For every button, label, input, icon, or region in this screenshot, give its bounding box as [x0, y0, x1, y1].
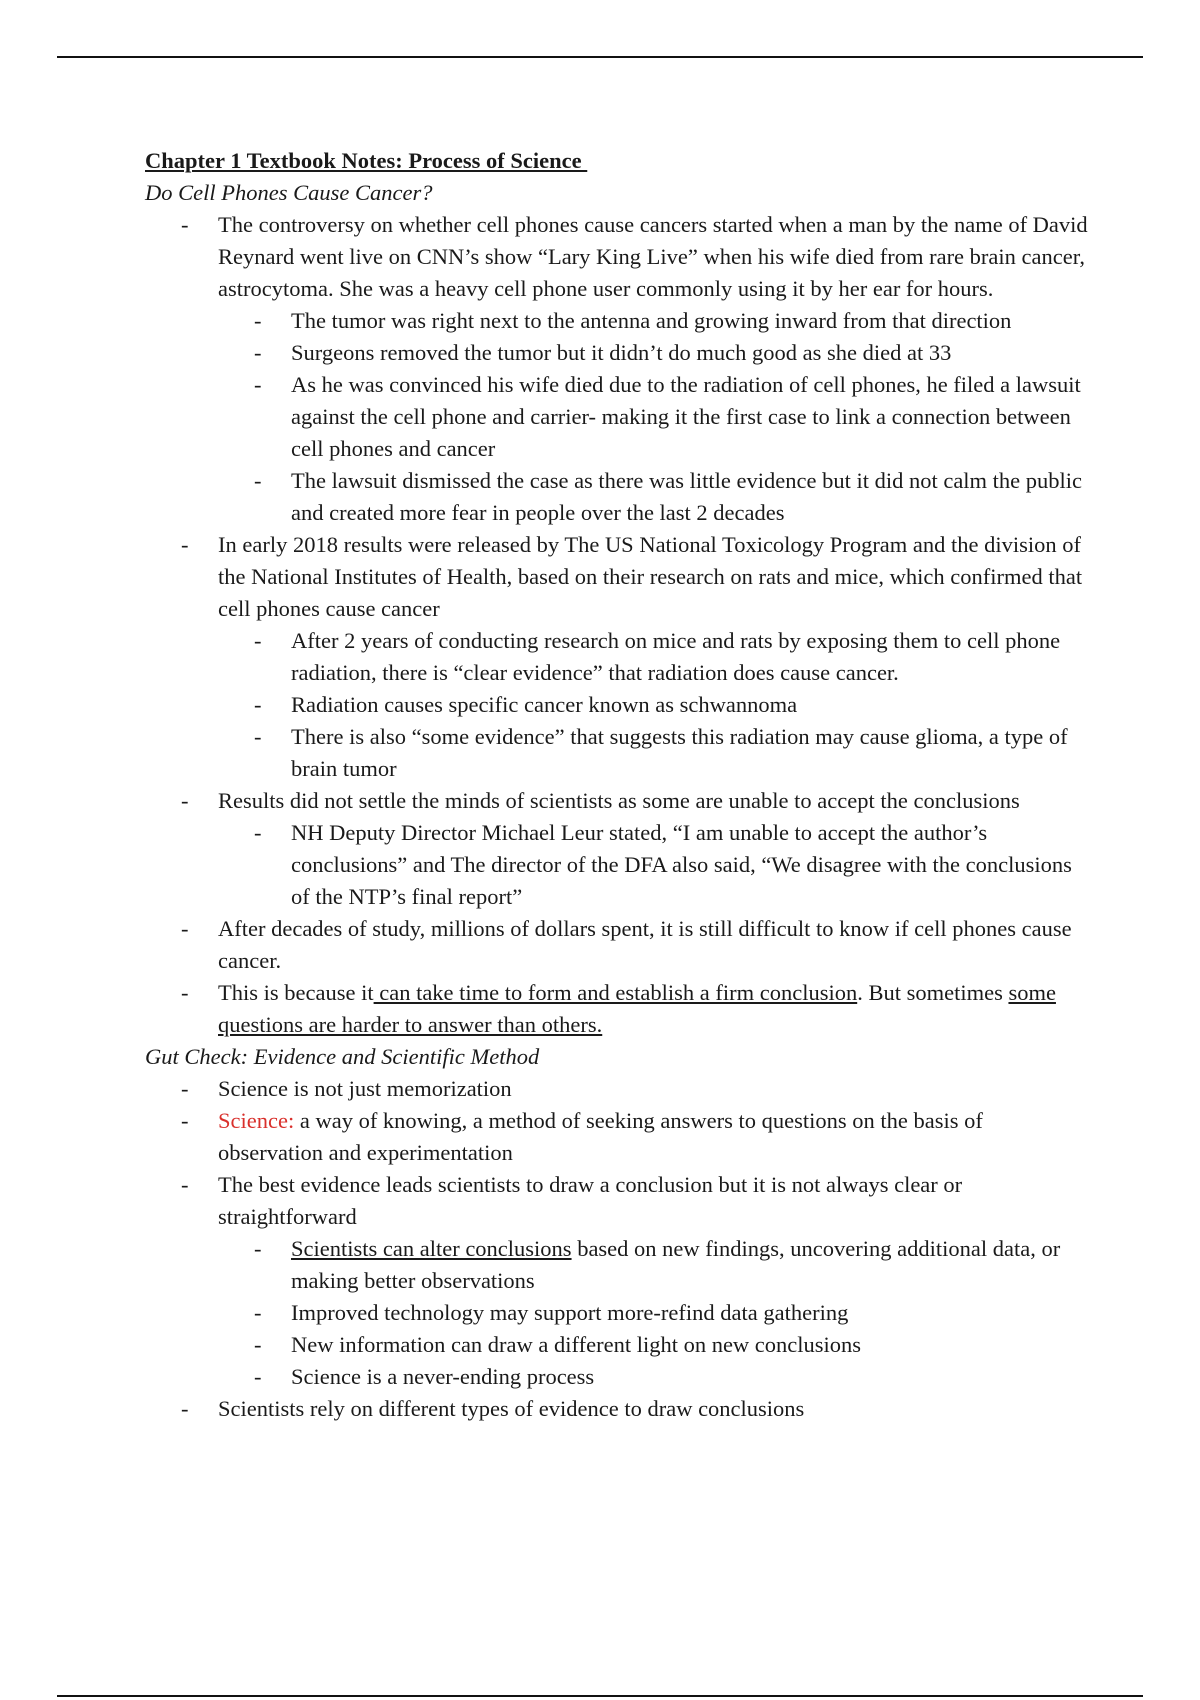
sub-list-item-text: As he was convinced his wife died due to the radiation of cell phones, he filed a lawsuit against the cell phone and carrier- making it the first case to link a connection between cell phones and cancer: [291, 372, 1081, 461]
bullet-dash: -: [254, 372, 262, 397]
sub-list-item-text: Radiation causes specific cancer known as schwannoma: [291, 692, 798, 717]
list-item: [145, 1169, 1090, 1393]
underlined-phrase: some questions are harder to answer than others.: [218, 980, 1056, 1037]
sub-list-item-text: New information can draw a different light on new conclusions: [291, 1332, 862, 1357]
definition-text: a way of knowing, a method of seeking answers to questions on the basis of observation and experimentation: [218, 1108, 983, 1165]
bullet-dash: -: [254, 340, 262, 365]
list-item-text: Science is not just memorization: [218, 1076, 512, 1101]
list-item: [145, 209, 1090, 529]
sub-list-item: [218, 1361, 1090, 1393]
footer-rule: [57, 1695, 1143, 1697]
sub-list: [145, 817, 1090, 913]
bullet-dash: -: [254, 1364, 262, 1389]
list-item-text-middle: . But sometimes: [857, 980, 1009, 1005]
bullet-dash: -: [181, 1108, 189, 1133]
sub-list-item: [218, 1329, 1090, 1361]
list-item: [145, 529, 1090, 785]
underlined-phrase: Scientists can alter conclusions: [291, 1236, 572, 1261]
page-title: Chapter 1 Textbook Notes: Process of Science: [145, 148, 588, 173]
bullet-dash: -: [181, 788, 189, 813]
list-item-text: Scientists rely on different types of evidence to draw conclusions: [218, 1396, 805, 1421]
list-item-text: The best evidence leads scientists to draw a conclusion but it is not always clear or straightforward: [218, 1172, 963, 1229]
header-rule: [57, 56, 1143, 58]
bullet-dash: -: [254, 308, 262, 333]
sub-list-item: [218, 1233, 1090, 1297]
list-item: [145, 1073, 1090, 1105]
bullet-dash: -: [181, 916, 189, 941]
list-item-text: Results did not settle the minds of scientists as some are unable to accept the conclusions: [218, 788, 1020, 813]
section-list-cell-phones: [145, 209, 1090, 1041]
sub-list: [145, 1233, 1090, 1393]
sub-list-item-text: Science is a never-ending process: [291, 1364, 595, 1389]
list-item: [145, 1105, 1090, 1169]
sub-list-item: [218, 465, 1090, 529]
list-item: [145, 977, 1090, 1041]
bullet-dash: -: [254, 468, 262, 493]
sub-list-item-text: After 2 years of conducting research on mice and rats by exposing them to cell phone radiation, there is “clear evidence” that radiation does cause cancer.: [291, 628, 1061, 685]
sub-list-item: [218, 721, 1090, 785]
bullet-dash: -: [181, 212, 189, 237]
sub-list-item-text: There is also “some evidence” that suggests this radiation may cause glioma, a type of brain tumor: [291, 724, 1068, 781]
sub-list-item: [218, 305, 1090, 337]
section-heading-gut-check: Gut Check: Evidence and Scientific Method: [145, 1044, 540, 1069]
sub-list-item-text: NH Deputy Director Michael Leur stated, “I am unable to accept the author’s conclusions” and The director of the DFA also said, “We disagree with the conclusions of the NTP’s final report”: [291, 820, 1072, 909]
list-item: [145, 913, 1090, 977]
sub-list-item: [218, 689, 1090, 721]
bullet-dash: -: [254, 628, 262, 653]
sub-list-item-text: Surgeons removed the tumor but it didn’t do much good as she died at 33: [291, 340, 952, 365]
sub-list-item-text: Improved technology may support more-refind data gathering: [291, 1300, 849, 1325]
bullet-dash: -: [254, 1300, 262, 1325]
bullet-dash: -: [181, 532, 189, 557]
list-item-text: The controversy on whether cell phones cause cancers started when a man by the name of David Reynard went live on CNN’s show “Lary King Live” when his wife died from rare brain cancer, astrocytoma. She was a heavy cell phone user commonly using it by her ear for hours.: [218, 212, 1088, 301]
sub-list-item-text: The tumor was right next to the antenna and growing inward from that direction: [291, 308, 1012, 333]
section-list-gut-check: [145, 1073, 1090, 1425]
sub-list-item-text: The lawsuit dismissed the case as there was little evidence but it did not calm the public and created more fear in people over the last 2 decades: [291, 468, 1083, 525]
bullet-dash: -: [254, 820, 262, 845]
list-item: [145, 1393, 1090, 1425]
list-item-text-lead: This is because it: [218, 980, 374, 1005]
bullet-dash: -: [254, 692, 262, 717]
definition-term: Science:: [218, 1108, 295, 1133]
bullet-dash: -: [181, 980, 189, 1005]
sub-list-item: [218, 625, 1090, 689]
section-heading-cell-phones: Do Cell Phones Cause Cancer?: [145, 180, 433, 205]
bullet-dash: -: [254, 724, 262, 749]
list-item-text: In early 2018 results were released by The US National Toxicology Program and the division of the National Institutes of Health, based on their research on rats and mice, which confirmed that cell phones cause cancer: [218, 532, 1083, 621]
list-item: [145, 785, 1090, 913]
bullet-dash: -: [181, 1076, 189, 1101]
list-item-text: After decades of study, millions of dollars spent, it is still difficult to know if cell phones cause cancer.: [218, 916, 1072, 973]
notes-page: [145, 145, 1090, 1425]
sub-list-item: [218, 1297, 1090, 1329]
sub-list-item: [218, 369, 1090, 465]
bullet-dash: -: [181, 1396, 189, 1421]
sub-list-item: [218, 817, 1090, 913]
bullet-dash: -: [181, 1172, 189, 1197]
bullet-dash: -: [254, 1236, 262, 1261]
underlined-phrase: can take time to form and establish a firm conclusion: [373, 980, 858, 1005]
sub-list: [145, 625, 1090, 785]
bullet-dash: -: [254, 1332, 262, 1357]
sub-list-item: [218, 337, 1090, 369]
sub-list: [145, 305, 1090, 529]
sub-list-item-text: based on new findings, uncovering additional data, or making better observations: [291, 1236, 1061, 1293]
